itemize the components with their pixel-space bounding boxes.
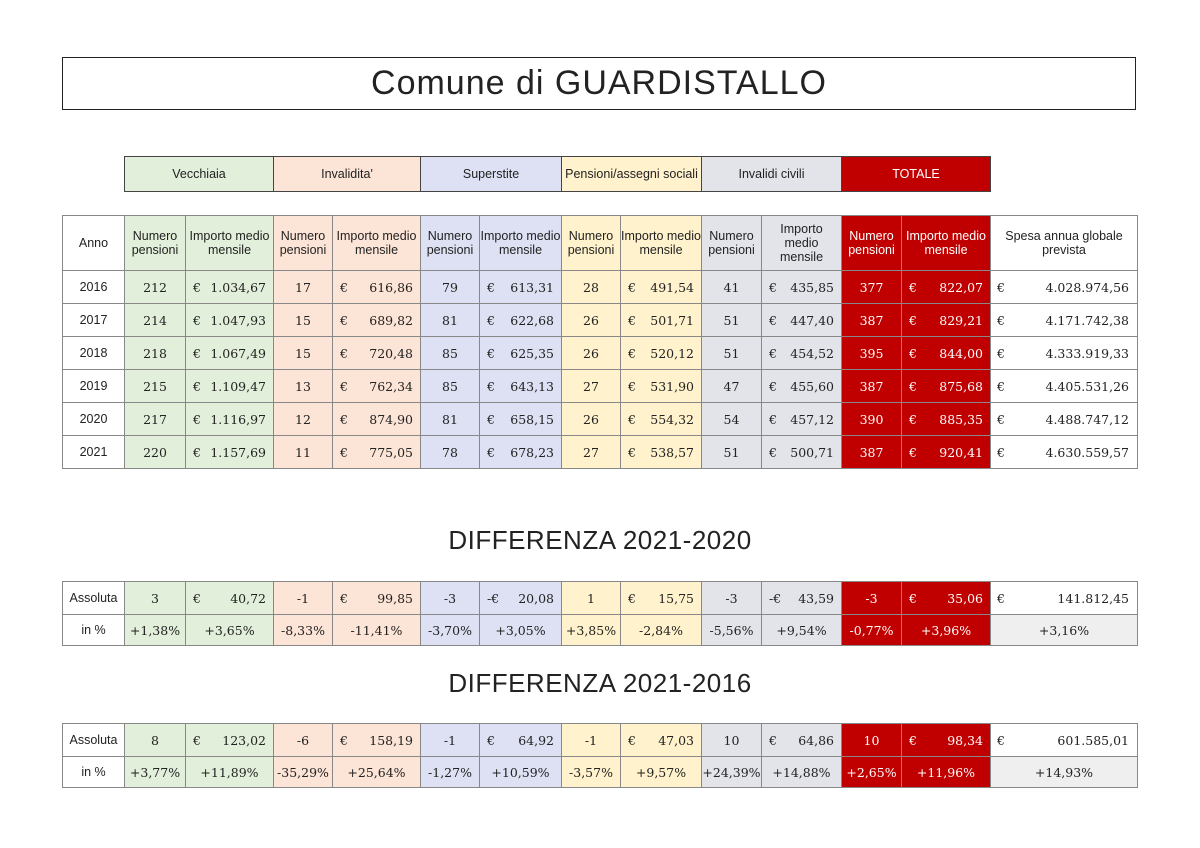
currency-symbol: €: [769, 444, 777, 460]
header-spesa: Spesa annua globale prevista: [991, 216, 1138, 271]
page-title: Comune di GUARDISTALLO: [62, 57, 1136, 110]
diff-percent-cell: -5,56%: [702, 615, 762, 646]
category-invalidita: Invalidita': [274, 157, 421, 192]
diff-numero-cell: 8: [125, 724, 186, 757]
currency-symbol: €: [193, 590, 201, 606]
currency-symbol: €: [487, 411, 495, 427]
amount-value: 4.171.742,38: [1045, 312, 1129, 328]
numero-cell: 51: [702, 304, 762, 337]
year-cell: 2018: [63, 337, 125, 370]
currency-symbol: -€: [769, 590, 782, 606]
diff-importo-cell: [186, 724, 274, 757]
header-importo: Importo medio mensile: [902, 216, 991, 271]
currency-symbol: €: [193, 345, 201, 361]
diff-numero-cell: -3: [421, 582, 480, 615]
spesa-cell: [991, 337, 1138, 370]
numero-cell: 387: [842, 304, 902, 337]
amount-value: 15,75: [658, 590, 694, 606]
importo-cell: [762, 304, 842, 337]
year-cell: 2021: [63, 436, 125, 469]
diff-spesa-cell: [991, 724, 1138, 757]
numero-cell: 27: [562, 370, 621, 403]
amount-value: 658,15: [510, 411, 554, 427]
amount-value: 98,34: [947, 732, 983, 748]
amount-value: 491,54: [650, 279, 694, 295]
diff-importo-cell: [186, 582, 274, 615]
year-cell: 2016: [63, 271, 125, 304]
spesa-cell: [991, 436, 1138, 469]
diff-importo-cell: [333, 582, 421, 615]
amount-value: 4.405.531,26: [1045, 378, 1129, 394]
diff-percent-cell: -11,41%: [333, 615, 421, 646]
amount-value: 1.047,93: [210, 312, 266, 328]
amount-value: 141.812,45: [1057, 590, 1129, 606]
diff-percent-cell: +3,85%: [562, 615, 621, 646]
header-anno: Anno: [63, 216, 125, 271]
currency-symbol: €: [193, 279, 201, 295]
importo-cell: [186, 337, 274, 370]
importo-cell: [621, 271, 702, 304]
importo-cell: [902, 370, 991, 403]
importo-cell: [902, 436, 991, 469]
currency-symbol: €: [340, 590, 348, 606]
importo-cell: [333, 370, 421, 403]
diff-numero-cell: 10: [702, 724, 762, 757]
currency-symbol: €: [340, 312, 348, 328]
amount-value: 920,41: [939, 444, 983, 460]
section-title-diff-2021-2016: DIFFERENZA 2021-2016: [448, 668, 752, 698]
table-row: [63, 370, 1138, 403]
spesa-cell: [991, 304, 1138, 337]
amount-value: 885,35: [939, 411, 983, 427]
amount-value: 457,12: [790, 411, 834, 427]
year-cell: 2020: [63, 403, 125, 436]
table-row: [63, 436, 1138, 469]
table-row: [63, 337, 1138, 370]
importo-cell: [186, 271, 274, 304]
currency-symbol: €: [769, 732, 777, 748]
diff-percent-cell: -0,77%: [842, 615, 902, 646]
header-numero: Numero pensioni: [421, 216, 480, 271]
currency-symbol: €: [628, 590, 636, 606]
diff-percent-cell: -3,57%: [562, 757, 621, 788]
currency-symbol: €: [769, 345, 777, 361]
amount-value: 47,03: [658, 732, 694, 748]
currency-symbol: €: [628, 411, 636, 427]
amount-value: 844,00: [939, 345, 983, 361]
numero-cell: 26: [562, 403, 621, 436]
amount-value: 538,57: [650, 444, 694, 460]
amount-value: 501,71: [650, 312, 694, 328]
importo-cell: [480, 271, 562, 304]
diff-percent-cell: +10,59%: [480, 757, 562, 788]
numero-cell: 81: [421, 304, 480, 337]
diff-percent-cell: -8,33%: [274, 615, 333, 646]
amount-value: 99,85: [377, 590, 413, 606]
currency-symbol: €: [193, 312, 201, 328]
diff-percent-cell: +9,57%: [621, 757, 702, 788]
diff-spesa-percent-cell: +3,16%: [991, 615, 1138, 646]
currency-symbol: €: [769, 312, 777, 328]
spesa-cell: [991, 271, 1138, 304]
currency-symbol: €: [769, 279, 777, 295]
diff-importo-cell: [902, 582, 991, 615]
numero-cell: 17: [274, 271, 333, 304]
header-numero: Numero pensioni: [562, 216, 621, 271]
importo-cell: [762, 403, 842, 436]
amount-value: 64,92: [518, 732, 554, 748]
amount-value: 874,90: [369, 411, 413, 427]
amount-value: 40,72: [230, 590, 266, 606]
currency-symbol: €: [769, 411, 777, 427]
table-row: [63, 582, 1138, 615]
currency-symbol: €: [909, 411, 917, 427]
numero-cell: 51: [702, 337, 762, 370]
diff-importo-cell: [621, 582, 702, 615]
diff-importo-cell: [902, 724, 991, 757]
diff-percent-cell: -2,84%: [621, 615, 702, 646]
importo-cell: [902, 403, 991, 436]
amount-value: 520,12: [650, 345, 694, 361]
numero-cell: 47: [702, 370, 762, 403]
currency-symbol: €: [997, 732, 1005, 748]
diff-2021-2020-table: [62, 581, 1138, 646]
amount-value: 1.034,67: [210, 279, 266, 295]
currency-symbol: €: [909, 312, 917, 328]
currency-symbol: €: [628, 345, 636, 361]
currency-symbol: €: [487, 444, 495, 460]
numero-cell: 395: [842, 337, 902, 370]
numero-cell: 387: [842, 370, 902, 403]
numero-cell: 27: [562, 436, 621, 469]
diff-percent-cell: +3,65%: [186, 615, 274, 646]
currency-symbol: -€: [487, 590, 500, 606]
importo-cell: [333, 337, 421, 370]
numero-cell: 387: [842, 436, 902, 469]
importo-cell: [902, 271, 991, 304]
amount-value: 720,48: [369, 345, 413, 361]
row-label-percent: in %: [63, 615, 125, 646]
diff-percent-cell: +24,39%: [702, 757, 762, 788]
amount-value: 822,07: [939, 279, 983, 295]
amount-value: 500,71: [790, 444, 834, 460]
currency-symbol: €: [340, 444, 348, 460]
table-row: [63, 403, 1138, 436]
numero-cell: 51: [702, 436, 762, 469]
amount-value: 4.028.974,56: [1045, 279, 1129, 295]
importo-cell: [480, 370, 562, 403]
row-label-percent: in %: [63, 757, 125, 788]
currency-symbol: €: [340, 378, 348, 394]
category-invalidi-civili: Invalidi civili: [702, 157, 842, 192]
table-row: [63, 757, 1138, 788]
currency-symbol: €: [487, 312, 495, 328]
amount-value: 35,06: [947, 590, 983, 606]
diff-percent-cell: +3,77%: [125, 757, 186, 788]
importo-cell: [621, 337, 702, 370]
importo-cell: [333, 304, 421, 337]
amount-value: 829,21: [939, 312, 983, 328]
currency-symbol: €: [487, 279, 495, 295]
importo-cell: [186, 403, 274, 436]
amount-value: 4.333.919,33: [1045, 345, 1129, 361]
diff-numero-cell: -3: [702, 582, 762, 615]
importo-cell: [480, 436, 562, 469]
currency-symbol: €: [628, 312, 636, 328]
importo-cell: [621, 370, 702, 403]
numero-cell: 41: [702, 271, 762, 304]
amount-value: 775,05: [369, 444, 413, 460]
diff-importo-cell: [762, 724, 842, 757]
amount-value: 4.630.559,57: [1045, 444, 1129, 460]
importo-cell: [762, 370, 842, 403]
currency-symbol: €: [340, 411, 348, 427]
numero-cell: 54: [702, 403, 762, 436]
importo-cell: [621, 304, 702, 337]
amount-value: 601.585,01: [1057, 732, 1129, 748]
diff-percent-cell: -3,70%: [421, 615, 480, 646]
header-importo: Importo medio mensile: [621, 216, 702, 271]
currency-symbol: €: [628, 732, 636, 748]
numero-cell: 214: [125, 304, 186, 337]
amount-value: 454,52: [790, 345, 834, 361]
diff-numero-cell: 3: [125, 582, 186, 615]
amount-value: 64,86: [798, 732, 834, 748]
amount-value: 622,68: [510, 312, 554, 328]
currency-symbol: €: [997, 279, 1005, 295]
currency-symbol: €: [997, 411, 1005, 427]
section-title-diff-2021-2020: DIFFERENZA 2021-2020: [448, 525, 752, 555]
numero-cell: 217: [125, 403, 186, 436]
numero-cell: 78: [421, 436, 480, 469]
header-numero: Numero pensioni: [702, 216, 762, 271]
numero-cell: 85: [421, 337, 480, 370]
amount-value: 689,82: [369, 312, 413, 328]
diff-numero-cell: -3: [842, 582, 902, 615]
amount-value: 4.488.747,12: [1045, 411, 1129, 427]
diff-percent-cell: +3,96%: [902, 615, 991, 646]
category-vecchiaia: Vecchiaia: [125, 157, 274, 192]
importo-cell: [902, 337, 991, 370]
currency-symbol: €: [193, 444, 201, 460]
numero-cell: 212: [125, 271, 186, 304]
numero-cell: 26: [562, 304, 621, 337]
header-importo: Importo medio mensile: [333, 216, 421, 271]
diff-percent-cell: +14,88%: [762, 757, 842, 788]
category-totale: TOTALE: [842, 157, 991, 192]
amount-value: 123,02: [222, 732, 266, 748]
header-importo: Importo medio mensile: [186, 216, 274, 271]
numero-cell: 218: [125, 337, 186, 370]
diff-importo-cell: [621, 724, 702, 757]
currency-symbol: €: [628, 444, 636, 460]
currency-symbol: €: [193, 411, 201, 427]
currency-symbol: €: [487, 378, 495, 394]
diff-importo-cell: [333, 724, 421, 757]
header-numero: Numero pensioni: [842, 216, 902, 271]
currency-symbol: €: [909, 590, 917, 606]
diff-2021-2016-table: [62, 723, 1138, 788]
currency-symbol: €: [340, 732, 348, 748]
pensions-table: [62, 215, 1138, 469]
amount-value: 613,31: [510, 279, 554, 295]
currency-symbol: €: [628, 378, 636, 394]
importo-cell: [762, 337, 842, 370]
importo-cell: [186, 370, 274, 403]
numero-cell: 79: [421, 271, 480, 304]
importo-cell: [186, 436, 274, 469]
numero-cell: 28: [562, 271, 621, 304]
amount-value: 455,60: [790, 378, 834, 394]
importo-cell: [902, 304, 991, 337]
header-importo: Importo medio mensile: [480, 216, 562, 271]
diff-percent-cell: +1,38%: [125, 615, 186, 646]
diff-percent-cell: +2,65%: [842, 757, 902, 788]
currency-symbol: €: [909, 345, 917, 361]
amount-value: 643,13: [510, 378, 554, 394]
amount-value: 447,40: [790, 312, 834, 328]
amount-value: 1.116,97: [210, 411, 266, 427]
currency-symbol: €: [340, 345, 348, 361]
numero-cell: 81: [421, 403, 480, 436]
numero-cell: 85: [421, 370, 480, 403]
numero-cell: 390: [842, 403, 902, 436]
importo-cell: [762, 436, 842, 469]
amount-value: 554,32: [650, 411, 694, 427]
year-cell: 2019: [63, 370, 125, 403]
amount-value: 531,90: [650, 378, 694, 394]
currency-symbol: €: [997, 590, 1005, 606]
table-row: [63, 304, 1138, 337]
header-numero: Numero pensioni: [125, 216, 186, 271]
currency-symbol: €: [487, 732, 495, 748]
diff-importo-cell: [480, 724, 562, 757]
diff-percent-cell: +11,96%: [902, 757, 991, 788]
currency-symbol: €: [909, 444, 917, 460]
importo-cell: [621, 436, 702, 469]
category-header: [124, 156, 991, 192]
currency-symbol: €: [487, 345, 495, 361]
currency-symbol: €: [909, 378, 917, 394]
category-superstite: Superstite: [421, 157, 562, 192]
spesa-cell: [991, 403, 1138, 436]
diff-spesa-percent-cell: +14,93%: [991, 757, 1138, 788]
diff-numero-cell: -1: [274, 582, 333, 615]
importo-cell: [480, 403, 562, 436]
currency-symbol: €: [909, 732, 917, 748]
diff-importo-cell: [480, 582, 562, 615]
numero-cell: 26: [562, 337, 621, 370]
importo-cell: [333, 403, 421, 436]
currency-symbol: €: [628, 279, 636, 295]
diff-numero-cell: 1: [562, 582, 621, 615]
amount-value: 678,23: [510, 444, 554, 460]
importo-cell: [762, 271, 842, 304]
currency-symbol: €: [193, 732, 201, 748]
spesa-cell: [991, 370, 1138, 403]
amount-value: 158,19: [369, 732, 413, 748]
row-label-assoluta: Assoluta: [63, 724, 125, 757]
numero-cell: 12: [274, 403, 333, 436]
currency-symbol: €: [997, 444, 1005, 460]
table-row: [63, 724, 1138, 757]
amount-value: 43,59: [798, 590, 834, 606]
diff-percent-cell: +25,64%: [333, 757, 421, 788]
importo-cell: [186, 304, 274, 337]
numero-cell: 13: [274, 370, 333, 403]
numero-cell: 15: [274, 304, 333, 337]
currency-symbol: €: [997, 378, 1005, 394]
row-label-assoluta: Assoluta: [63, 582, 125, 615]
currency-symbol: €: [997, 312, 1005, 328]
importo-cell: [480, 304, 562, 337]
diff-percent-cell: +3,05%: [480, 615, 562, 646]
currency-symbol: €: [340, 279, 348, 295]
numero-cell: 377: [842, 271, 902, 304]
currency-symbol: €: [769, 378, 777, 394]
diff-importo-cell: [762, 582, 842, 615]
diff-numero-cell: -1: [562, 724, 621, 757]
diff-numero-cell: -1: [421, 724, 480, 757]
diff-percent-cell: -1,27%: [421, 757, 480, 788]
diff-percent-cell: +11,89%: [186, 757, 274, 788]
importo-cell: [480, 337, 562, 370]
amount-value: 435,85: [790, 279, 834, 295]
amount-value: 762,34: [369, 378, 413, 394]
numero-cell: 215: [125, 370, 186, 403]
diff-percent-cell: +9,54%: [762, 615, 842, 646]
amount-value: 616,86: [369, 279, 413, 295]
numero-cell: 15: [274, 337, 333, 370]
numero-cell: 11: [274, 436, 333, 469]
amount-value: 20,08: [518, 590, 554, 606]
currency-symbol: €: [997, 345, 1005, 361]
table-row: [63, 615, 1138, 646]
currency-symbol: €: [193, 378, 201, 394]
diff-numero-cell: -6: [274, 724, 333, 757]
diff-numero-cell: 10: [842, 724, 902, 757]
amount-value: 1.109,47: [210, 378, 266, 394]
header-importo: Importo medio mensile: [762, 216, 842, 271]
amount-value: 1.067,49: [210, 345, 266, 361]
numero-cell: 220: [125, 436, 186, 469]
header-numero: Numero pensioni: [274, 216, 333, 271]
amount-value: 1.157,69: [210, 444, 266, 460]
currency-symbol: €: [909, 279, 917, 295]
importo-cell: [333, 436, 421, 469]
amount-value: 875,68: [939, 378, 983, 394]
category-pensioni-sociali: Pensioni/assegni sociali: [562, 157, 702, 192]
diff-spesa-cell: [991, 582, 1138, 615]
year-cell: 2017: [63, 304, 125, 337]
amount-value: 625,35: [510, 345, 554, 361]
importo-cell: [621, 403, 702, 436]
diff-percent-cell: -35,29%: [274, 757, 333, 788]
importo-cell: [333, 271, 421, 304]
table-row: [63, 271, 1138, 304]
